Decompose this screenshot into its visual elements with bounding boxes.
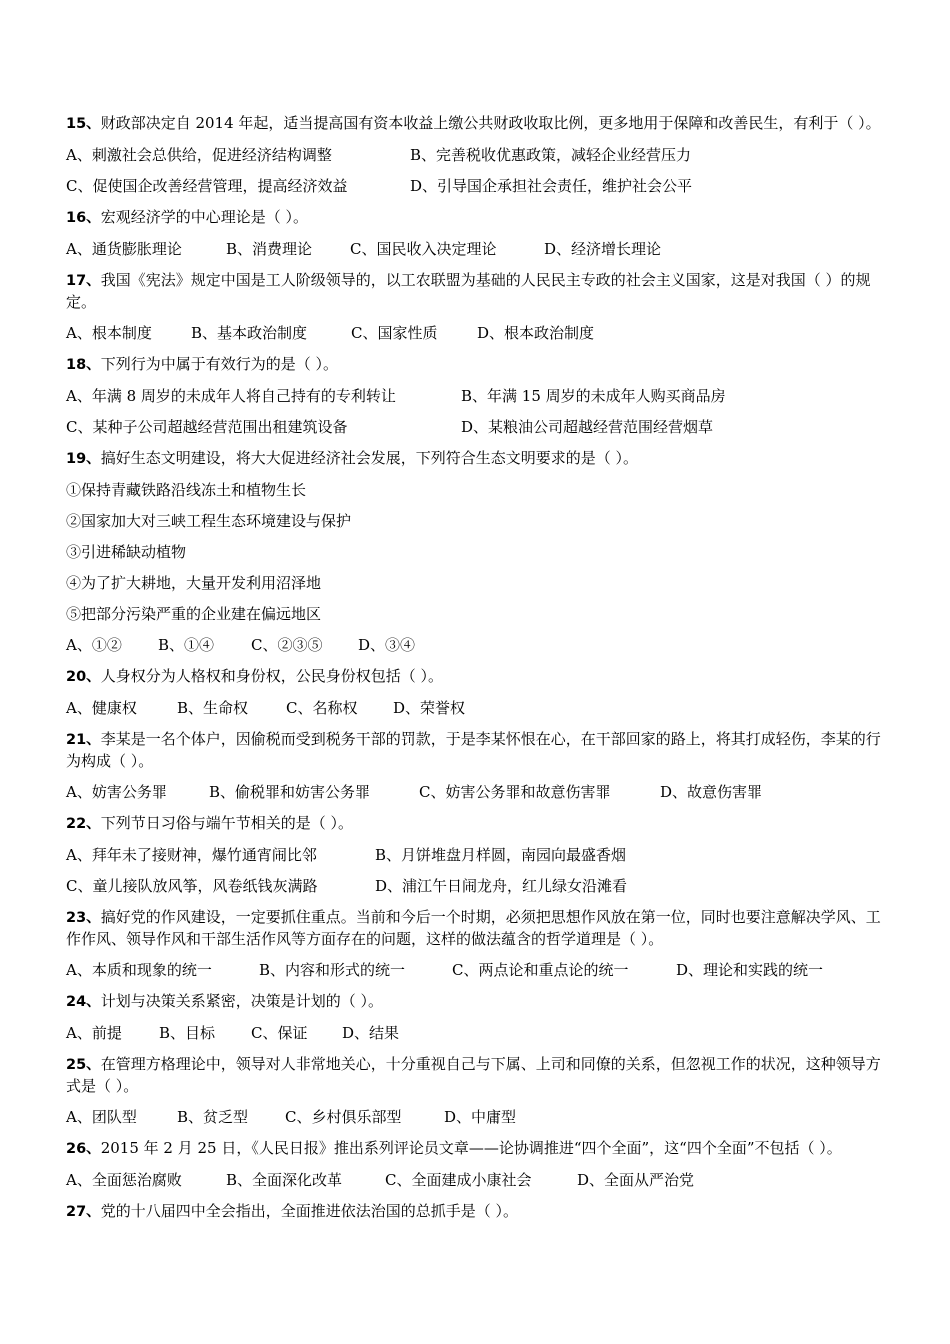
question-24-stem: [66, 991, 888, 1013]
question-26-option-row: [66, 1170, 888, 1191]
answer-option: C、②③⑤: [251, 636, 323, 654]
answer-option: D、经济增长理论: [544, 240, 662, 258]
answer-option: D、理论和实践的统一: [676, 961, 824, 979]
question-18-option-row: [66, 417, 888, 438]
answer-option: B、贫乏型: [177, 1108, 249, 1126]
answer-option: C、乡村俱乐部型: [285, 1108, 402, 1126]
question-text: 李某是一名个体户，因偷税而受到税务干部的罚款，于是李某怀恨在心，在干部回家的路上，将其打成轻伤，李某的行为构成（ ）。: [66, 730, 881, 770]
question-number: 16、: [66, 210, 101, 226]
question-list: [66, 113, 888, 1223]
answer-option: D、浦江午日闹龙舟，红儿绿女沿滩看: [375, 877, 628, 895]
answer-option: D、荣誉权: [393, 699, 466, 717]
question-19-stem: [66, 448, 888, 470]
question-text: 宏观经济学的中心理论是（ ）。: [100, 208, 308, 226]
question-text: 2015 年 2 月 25 日，《人民日报》推出系列评论员文章——论协调推进“四个全面”，这“四个全面”不包括（ ）。: [100, 1139, 842, 1157]
answer-option: C、两点论和重点论的统一: [452, 961, 629, 979]
question-number: 19、: [66, 451, 101, 467]
answer-option: D、全面从严治党: [577, 1171, 695, 1189]
answer-option: A、团队型: [66, 1108, 137, 1126]
answer-option: B、生命权: [177, 699, 249, 717]
question-number: 20、: [66, 669, 101, 685]
question-25-stem: [66, 1054, 888, 1097]
question-23-stem: [66, 907, 888, 950]
answer-option: A、年满 8 周岁的未成年人将自己持有的专利转让: [66, 387, 396, 405]
question-25-option-row: [66, 1107, 888, 1128]
question-number: 21、: [66, 732, 101, 748]
answer-option: C、名称权: [286, 699, 358, 717]
question-16-option-row: [66, 239, 888, 260]
question-23-option-row: [66, 960, 888, 981]
answer-option: A、全面惩治腐败: [66, 1171, 182, 1189]
answer-option: ①保持青藏铁路沿线冻土和植物生长: [66, 481, 307, 499]
question-number: 23、: [66, 910, 101, 926]
answer-option: B、完善税收优惠政策，减轻企业经营压力: [410, 146, 692, 164]
question-24-option-row: [66, 1023, 888, 1044]
question-19-option-row: [66, 604, 888, 625]
question-17-stem: [66, 270, 888, 313]
answer-option: D、某粮油公司超越经营范围经营烟草: [461, 418, 714, 436]
answer-option: B、基本政治制度: [191, 324, 308, 342]
answer-option: B、目标: [159, 1024, 216, 1042]
answer-option: ②国家加大对三峡工程生态环境建设与保护: [66, 512, 352, 530]
answer-option: D、根本政治制度: [477, 324, 595, 342]
question-text: 搞好生态文明建设，将大大促进经济社会发展，下列符合生态文明要求的是（ ）。: [100, 449, 638, 467]
question-15-option-row: [66, 176, 888, 197]
question-text: 我国《宪法》规定中国是工人阶级领导的，以工农联盟为基础的人民民主专政的社会主义国家，这是对我国（ ）的规定。: [66, 271, 871, 311]
question-text: 计划与决策关系紧密，决策是计划的（ ）。: [100, 992, 383, 1010]
answer-option: C、保证: [251, 1024, 308, 1042]
answer-option: C、某种子公司超越经营范围出租建筑设备: [66, 418, 348, 436]
question-20-stem: [66, 666, 888, 688]
answer-option: A、本质和现象的统一: [66, 961, 212, 979]
question-15-stem: [66, 113, 888, 135]
answer-option: B、内容和形式的统一: [259, 961, 406, 979]
answer-option: A、妨害公务罪: [66, 783, 167, 801]
question-17-option-row: [66, 323, 888, 344]
answer-option: B、全面深化改革: [226, 1171, 343, 1189]
answer-option: C、国家性质: [351, 324, 438, 342]
question-26-stem: [66, 1138, 888, 1160]
answer-option: A、①②: [66, 636, 122, 654]
answer-option: B、①④: [158, 636, 215, 654]
question-number: 15、: [66, 116, 101, 132]
answer-option: A、刺激社会总供给，促进经济结构调整: [66, 146, 332, 164]
answer-option: C、童儿接队放风筝，风卷纸钱灰满路: [66, 877, 318, 895]
answer-option: ③引进稀缺动植物: [66, 543, 187, 561]
answer-option: C、国民收入决定理论: [350, 240, 497, 258]
answer-option: A、根本制度: [66, 324, 152, 342]
answer-option: D、中庸型: [444, 1108, 517, 1126]
question-19-option-row: [66, 573, 888, 594]
question-18-option-row: [66, 386, 888, 407]
answer-option: D、故意伤害罪: [660, 783, 763, 801]
answer-option: B、月饼堆盘月样圆，南园向最盛香烟: [375, 846, 627, 864]
answer-option: B、消费理论: [226, 240, 313, 258]
question-22-option-row: [66, 845, 888, 866]
question-text: 财政部决定自 2014 年起，适当提高国有资本收益上缴公共财政收取比例，更多地用于保障和改善民生，有利于（ ）。: [100, 114, 881, 132]
question-21-stem: [66, 729, 888, 772]
answer-option: A、健康权: [66, 699, 137, 717]
question-number: 26、: [66, 1141, 101, 1157]
question-text: 下列节日习俗与端午节相关的是（ ）。: [100, 814, 353, 832]
answer-option: B、年满 15 周岁的未成年人购买商品房: [461, 387, 726, 405]
answer-option: D、引导国企承担社会责任，维护社会公平: [410, 177, 693, 195]
question-21-option-row: [66, 782, 888, 803]
answer-option: ④为了扩大耕地，大量开发利用沼泽地: [66, 574, 322, 592]
question-text: 下列行为中属于有效行为的是（ ）。: [100, 355, 338, 373]
question-number: 25、: [66, 1057, 101, 1073]
question-text: 人身权分为人格权和身份权，公民身份权包括（ ）。: [100, 667, 443, 685]
answer-option: A、前提: [66, 1024, 122, 1042]
answer-option: A、拜年未了接财神，爆竹通宵闹比邻: [66, 846, 317, 864]
answer-option: C、妨害公务罪和故意伤害罪: [419, 783, 611, 801]
question-19-option-row: [66, 635, 888, 656]
question-18-stem: [66, 354, 888, 376]
question-22-option-row: [66, 876, 888, 897]
question-text: 在管理方格理论中，领导对人非常地关心，十分重视自己与下属、上司和同僚的关系，但忽视工作的状况，这种领导方式是（ ）。: [66, 1055, 881, 1095]
answer-option: D、③④: [358, 636, 416, 654]
question-number: 27、: [66, 1204, 101, 1220]
answer-option: ⑤把部分污染严重的企业建在偏远地区: [66, 605, 322, 623]
question-number: 17、: [66, 273, 101, 289]
question-text: 党的十八届四中全会指出，全面推进依法治国的总抓手是（ ）。: [100, 1202, 518, 1220]
answer-option: C、全面建成小康社会: [385, 1171, 532, 1189]
question-number: 22、: [66, 816, 101, 832]
question-19-option-row: [66, 480, 888, 501]
question-19-option-row: [66, 542, 888, 563]
answer-option: C、促使国企改善经营管理，提高经济效益: [66, 177, 348, 195]
question-number: 24、: [66, 994, 101, 1010]
answer-option: D、结果: [342, 1024, 400, 1042]
question-16-stem: [66, 207, 888, 229]
question-27-stem: [66, 1201, 888, 1223]
question-20-option-row: [66, 698, 888, 719]
answer-option: B、偷税罪和妨害公务罪: [209, 783, 371, 801]
question-15-option-row: [66, 145, 888, 166]
question-22-stem: [66, 813, 888, 835]
question-text: 搞好党的作风建设，一定要抓住重点。当前和今后一个时期，必须把思想作风放在第一位，同时也要注意解决学风、工作作风、领导作风和干部生活作风等方面存在的问题，这样的做法蕴含的哲学道理是（ ）。: [66, 908, 881, 948]
question-number: 18、: [66, 357, 101, 373]
question-19-option-row: [66, 511, 888, 532]
answer-option: A、通货膨胀理论: [66, 240, 182, 258]
